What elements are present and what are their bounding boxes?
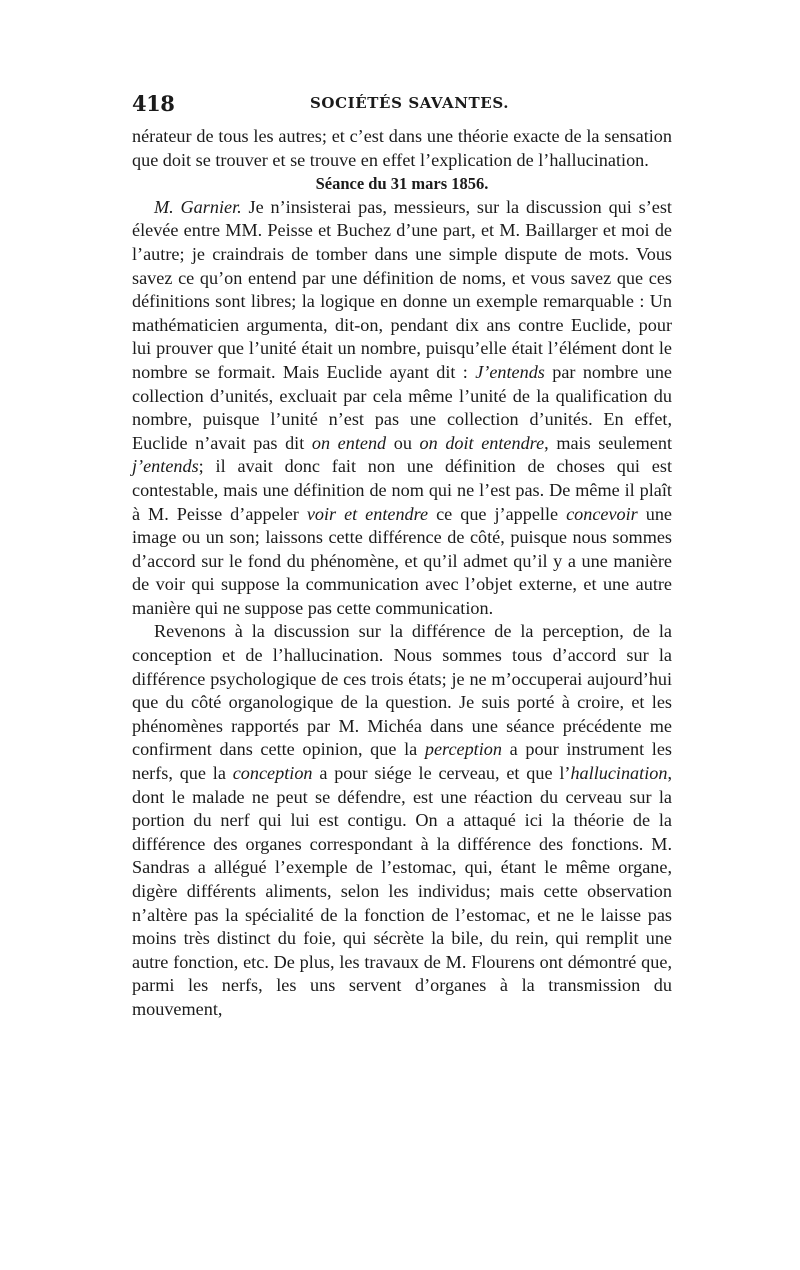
text-run: ou	[386, 432, 420, 453]
italic-run: J’entends	[475, 361, 545, 382]
italic-run: on entend	[311, 432, 387, 453]
text-run: par nombre une collection d’unités, excluait par cela même l’unité de la qualification du nombre, puisque l’unité n’est pas une collection d’unités. En effet, Euclide n’avait pas dit	[132, 361, 672, 453]
section-heading: Séance du 31 mars 1856.	[315, 174, 489, 194]
text-run: a pour siége le cerveau, et que l’	[312, 763, 571, 784]
paragraph-revenons	[132, 620, 672, 1021]
text-run: une image ou un son; laissons cette différence de côté, puisque nous sommes d’accord sur le fond du phénomène, et qu’il admet qu’il y a une manière de voir qui suppose la communication avec l’objet externe, et une autre manière qui ne suppose pas cette communication.	[132, 503, 672, 618]
speaker-name: M. Garnier.	[154, 196, 242, 217]
italic-run: j’entends	[132, 456, 199, 477]
text-run: ce que j’appelle	[428, 503, 567, 524]
italic-run: concevoir	[566, 503, 638, 524]
text-run: Revenons à la discussion sur la différence de la perception, de la conception et de l’hallucination. Nous sommes tous d’accord sur la différence psychologique de ces trois états; je ne m’occuperai aujourd’hui que du côté organologique de la question. Je suis porté à croire, et les phénomènes rapportés par M. Michéa dans une séance précédente me confirment dans cette opinion, que la	[132, 621, 672, 760]
italic-run: hallucination	[570, 763, 668, 784]
page-header	[132, 91, 672, 117]
continued-paragraph: nérateur de tous les autres; et c’est dans une théorie exacte de la sensation que doit se trouver et se trouve en effet l’explication de l’hallucination.	[132, 126, 672, 170]
body-text	[132, 125, 672, 1022]
italic-run: voir et entendre	[306, 503, 429, 524]
text-run: Je n’insisterai pas, messieurs, sur la discussion qui s’est élevée entre MM. Peisse et Buchez d’une part, et M. Baillarger et moi de l’autre; je craindrais de tomber dans une simple dispute de mots. Vous savez ce qu’on entend par une définition de noms, et vous savez que ces définitions sont libres; la logique en donne un exemple remarquable : Un mathématicien argumenta, dit-on, pendant dix ans contre Euclide, pour lui prouver que l’unité était un nombre, puisqu’elle était l’élément dont le nombre se formait. Mais Euclide ayant dit :	[132, 196, 672, 382]
italic-run: conception	[232, 763, 313, 784]
text-run: , dont le malade ne peut se défendre, est une réaction du cerveau sur la portion du nerf qui lui est contigu. On a attaqué ici la théorie de la différence des organes correspondant à la différence des fonctions. M. Sandras a allégué l’exemple de l’estomac, qui, étant le même organe, digère différents aliments, selon les individus; mais cette observation n’altère pas la spécialité de la fonction de l’estomac, et ne le laisse pas moins très distinct du foie, qui sécrète la bile, du rein, qui remplit une autre fonction, etc. De plus, les travaux de M. Flourens ont démontré que, parmi les nerfs, les uns servent d’organes à la transmission du mouvement,	[132, 763, 672, 1019]
paragraph-garnier	[132, 196, 672, 621]
text-run: a pour instrument les nerfs, que la	[132, 739, 672, 784]
text-run: ; il avait donc fait non une définition de choses qui est contestable, mais une définition de nom qui ne l’est pas. De même il plaît à M. Peisse d’appeler	[132, 456, 672, 524]
italic-run: perception	[424, 739, 502, 760]
italic-run: on doit entendre	[419, 432, 545, 453]
page-number: 418	[132, 91, 175, 116]
text-run: , mais seulement	[544, 432, 672, 453]
running-head: SOCIÉTÉS SAVANTES.	[310, 94, 510, 112]
